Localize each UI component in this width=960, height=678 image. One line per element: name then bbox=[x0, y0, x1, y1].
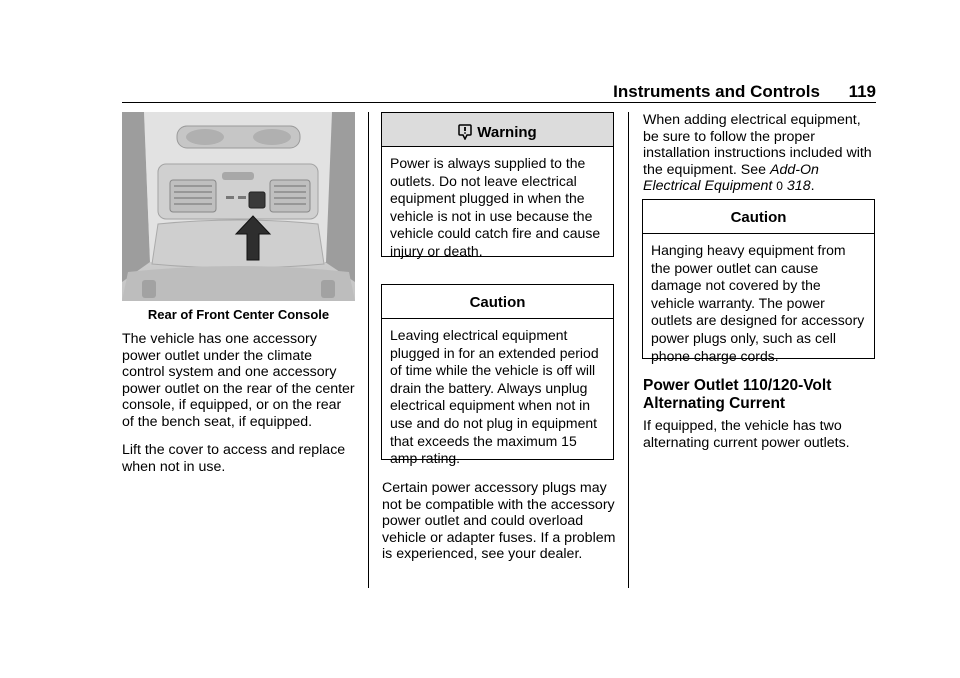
warning-icon bbox=[458, 124, 472, 144]
caution-header: Caution bbox=[643, 200, 874, 234]
header-rule bbox=[122, 102, 876, 103]
body-paragraph: Lift the cover to access and replace when not in use. bbox=[122, 442, 346, 475]
page-reference-icon: 0 bbox=[776, 179, 783, 193]
cross-reference-page[interactable]: 318 bbox=[786, 178, 811, 194]
caution-box bbox=[381, 284, 614, 467]
warning-header bbox=[382, 113, 613, 147]
body-paragraph: The vehicle has one accessory power outlet under the climate control system and one accessory power outlet on the rear of the center console, if equipped, or on the rear of the bench seat, if equipped. bbox=[122, 331, 355, 430]
cross-reference-link[interactable]: Add-On Electrical Equipment bbox=[643, 161, 819, 194]
warning-box bbox=[381, 112, 614, 257]
figure-caption: Rear of Front Center Console bbox=[147, 307, 330, 322]
console-power-outlet-figure bbox=[122, 112, 355, 301]
page-number: 119 bbox=[848, 82, 876, 101]
intro-text: When adding electrical equipment, be sure to follow the proper installation instructions included with the equipment. See bbox=[643, 112, 872, 178]
caution-box bbox=[642, 199, 875, 364]
page-header-title: Instruments and Controls bbox=[613, 82, 820, 101]
body-paragraph bbox=[643, 112, 879, 195]
caution-body: Leaving electrical equipment plugged in for an extended period of time while the vehicle is off will drain the battery. Always unplug electrical equipment when not in use and do not plug in equipment that exceeds the maximum 15 amp rating. bbox=[390, 327, 599, 467]
body-paragraph: If equipped, the vehicle has two alternating current power outlets. bbox=[643, 418, 850, 451]
caution-body: Hanging heavy equipment from the power outlet can cause damage not covered by the vehicle warranty. The power outlets are designed for accessory power plugs only, such as cell phone charge cords. bbox=[651, 242, 865, 364]
section-heading: Power Outlet 110/120-Volt Alternating Current bbox=[643, 377, 832, 412]
sentence-end: . bbox=[810, 178, 815, 194]
warning-body: Power is always supplied to the outlets. Do not leave electrical equipment plugged in when the vehicle is not in use because the vehicle could catch fire and cause injury or death. bbox=[390, 155, 601, 259]
body-paragraph: Certain power accessory plugs may not be compatible with the accessory power outlet and could overload vehicle or adapter fuses. If a problem is experienced, see your dealer. bbox=[382, 480, 616, 562]
warning-title: Warning bbox=[477, 124, 537, 141]
caution-header: Caution bbox=[382, 285, 613, 319]
column-divider-1 bbox=[368, 112, 369, 588]
console-illustration bbox=[122, 112, 355, 301]
column-divider-2 bbox=[628, 112, 629, 588]
